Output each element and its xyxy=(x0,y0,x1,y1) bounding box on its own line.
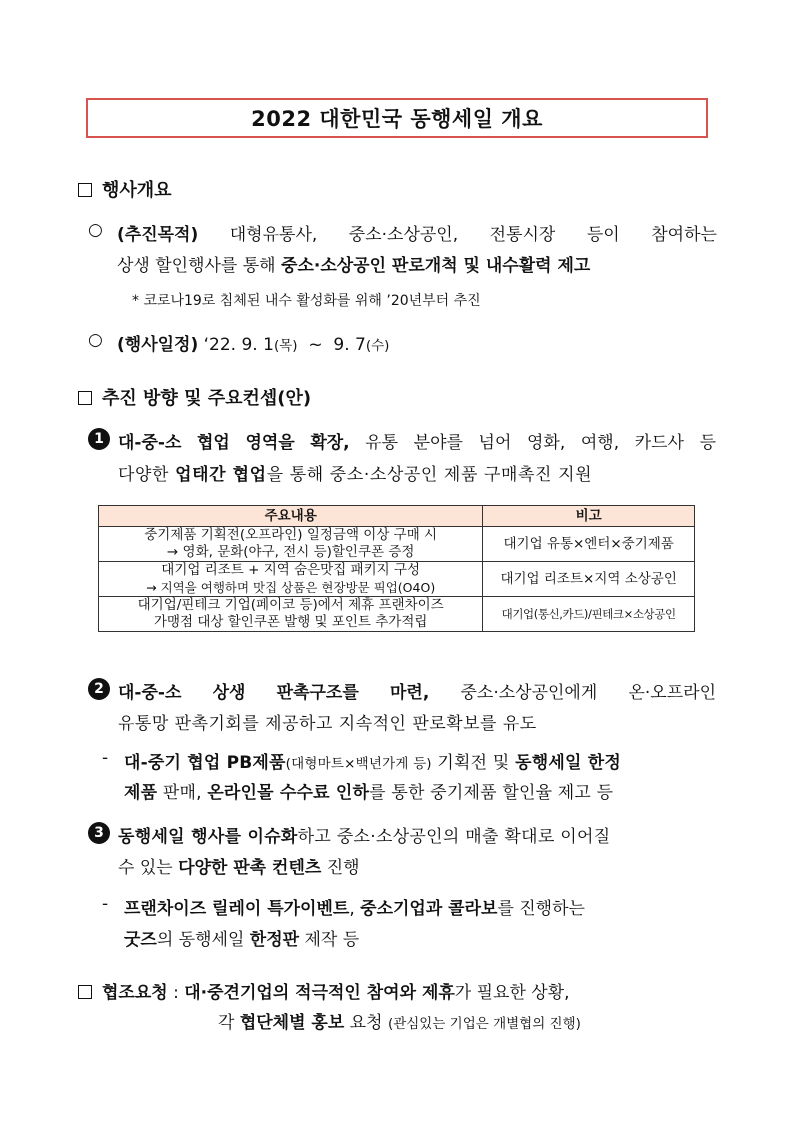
section-heading-overview: 행사개요 xyxy=(78,176,172,202)
point2-line-2: 유통망 판촉기회를 제공하고 지속적인 판로확보를 유도 xyxy=(118,714,537,734)
cooperation-line-1: 협조요청 : 대·중견기업의 적극적인 참여와 제휴가 필요한 상황, xyxy=(78,978,570,1003)
table-cell: 대기업 리조트×지역 소상공인 xyxy=(483,562,695,597)
point1-line-2: 다양한 업태간 협업을 통해 중소·소상공인 제품 구매촉진 지원 xyxy=(118,465,593,485)
bullet-circle-icon: ○ xyxy=(88,220,103,240)
bullet-circle-icon: ○ xyxy=(88,330,103,350)
table-cell: 대기업 리조트 + 지역 숨은맛집 패키지 구성 → 지역을 여행하며 맛집 상품은 현장방문 픽업(O4O) xyxy=(99,562,483,597)
table-header-row xyxy=(99,506,695,527)
point2-sub-line-2: 제품 판매, 온라인몰 수수료 인하를 통한 중기제품 할인율 제고 등 xyxy=(124,783,614,803)
table-header: 주요내용 xyxy=(99,506,483,527)
point3-sub-line-2: 굿즈의 동행세일 한정판 제작 등 xyxy=(124,930,360,950)
table-header: 비고 xyxy=(483,506,695,527)
table-cell: 대기업(통신,카드)/핀테크×소상공인 xyxy=(483,597,695,632)
point1-line-1: 대-중-소 협업 영역을 확장, 유통 분야를 넘어 영화, 여행, 카드사 등 xyxy=(118,433,716,453)
checkbox-square-icon xyxy=(78,183,92,197)
point2-line-1: 대-중-소 상생 판촉구조를 마련, 중소·소상공인에게 온·오프라인 xyxy=(118,683,716,703)
cooperation-line-2: 각 협단체별 홍보 요청 (관심있는 기업은 개별협의 진행) xyxy=(218,1013,581,1033)
concept-table xyxy=(98,505,695,632)
point3-sub-line-1: 프랜차이즈 릴레이 특가이벤트, 중소기업과 콜라보를 진행하는 xyxy=(124,899,585,919)
section-heading-direction: 추진 방향 및 주요컨셉(안) xyxy=(78,384,311,410)
table-row xyxy=(99,597,695,632)
page-title: 2022 대한민국 동행세일 개요 xyxy=(86,98,708,138)
purpose-line-2: 상생 할인행사를 통해 중소·소상공인 판로개척 및 내수활력 제고 xyxy=(117,256,591,276)
checkbox-square-icon xyxy=(78,985,92,999)
table-cell: 대기업/핀테크 기업(페이코 등)에서 제휴 프랜차이즈 가맹점 대상 할인쿠폰 발행 및 포인트 추가적립 xyxy=(99,597,483,632)
schedule-line: (행사일정) ‘22. 9. 1(목) ~ 9. 7(수) xyxy=(117,335,390,355)
table-cell: 대기업 유통×엔터×중기제품 xyxy=(483,527,695,562)
table-row xyxy=(99,527,695,562)
checkbox-square-icon xyxy=(78,391,92,405)
number-badge-1: 1 xyxy=(88,428,118,450)
purpose-line-1: (추진목적) 대형유통사, 중소·소상공인, 전통시장 등이 참여하는 xyxy=(117,225,717,245)
table-cell: 중기제품 기획전(오프라인) 일정금액 이상 구매 시 → 영화, 문화(야구, 전시 등)할인쿠폰 증정 xyxy=(99,527,483,562)
number-badge-2: 2 xyxy=(88,678,118,700)
number-badge-3: 3 xyxy=(88,822,118,844)
point2-sub-line-1: 대-중기 협업 PB제품(대형마트×백년가게 등) 기획전 및 동행세일 한정 xyxy=(124,753,621,773)
footnote: * 코로나19로 침체된 내수 활성화를 위해 ’20년부터 추진 xyxy=(132,293,481,309)
point3-line-2: 수 있는 다양한 판촉 컨텐츠 진행 xyxy=(118,858,360,878)
point3-line-1: 동행세일 행사를 이슈화하고 중소·소상공인의 매출 확대로 이어질 xyxy=(118,827,611,847)
dash-bullet: - xyxy=(102,894,109,914)
table-row xyxy=(99,562,695,597)
dash-bullet: - xyxy=(102,748,109,768)
